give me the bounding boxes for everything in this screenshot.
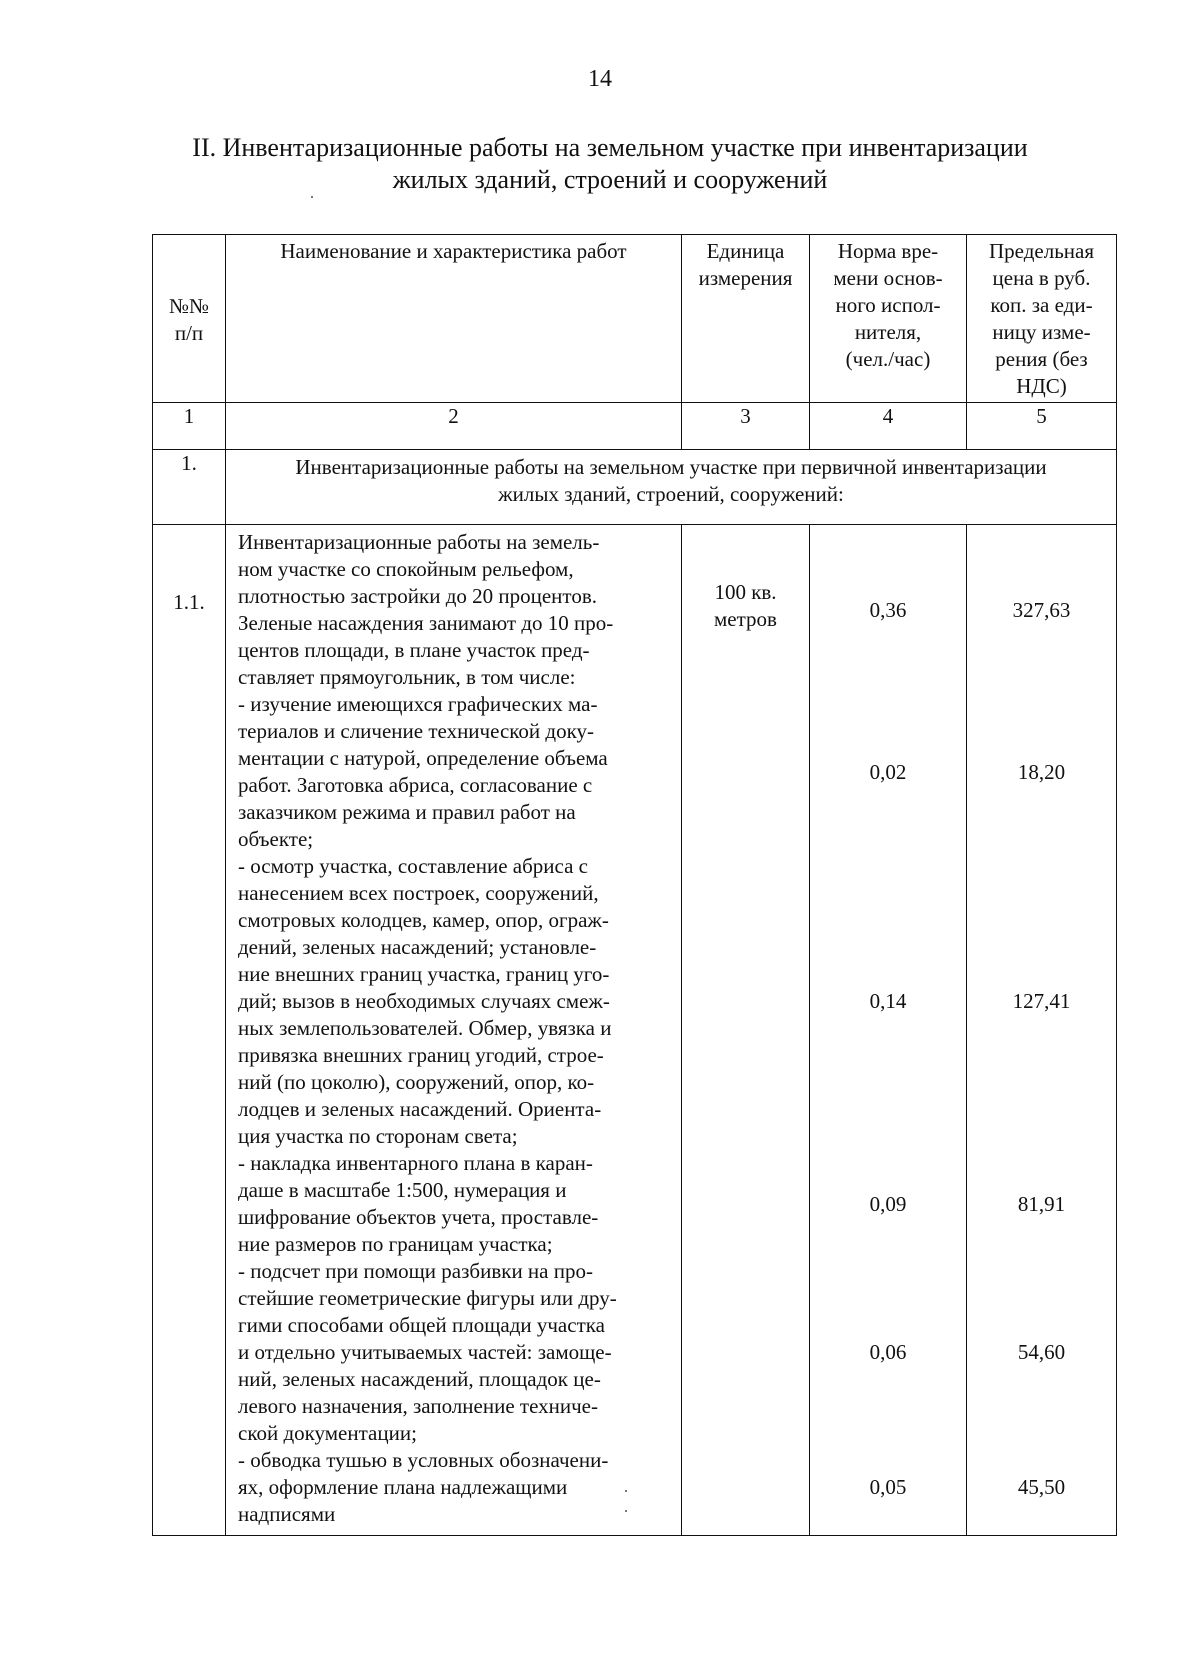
price-value: 18,20 bbox=[1017, 759, 1066, 784]
header-line: рения (без bbox=[995, 347, 1088, 371]
header-line: коп. за еди- bbox=[990, 293, 1093, 317]
header-price bbox=[967, 235, 1117, 403]
item-number: 1.1. bbox=[173, 590, 205, 614]
section-number: 1. bbox=[153, 450, 226, 525]
description-line: - обводка тушью в условных обозначени- bbox=[238, 1448, 609, 1472]
section-heading-line: Инвентаризационные работы на земельном участке при первичной инвентаризации bbox=[295, 455, 1047, 479]
description-line: объекте; bbox=[238, 827, 314, 851]
table-row bbox=[153, 525, 1117, 1536]
page-number: 14 bbox=[588, 66, 612, 92]
item-unit-cell bbox=[682, 525, 810, 1536]
header-line: нителя, bbox=[854, 320, 922, 344]
description-line: - осмотр участка, составление абриса с bbox=[238, 854, 588, 878]
column-number: 4 bbox=[810, 403, 967, 450]
section-title-line-2: жилых зданий, строений и сооружений bbox=[392, 165, 828, 194]
price-value: 127,41 bbox=[1012, 989, 1071, 1013]
header-line: цена в руб. bbox=[992, 266, 1091, 290]
description-line: ных землепользователей. Обмер, увязка и bbox=[238, 1016, 612, 1040]
scan-speck bbox=[625, 1510, 627, 1512]
description-line: надписями bbox=[238, 1502, 336, 1526]
table-header-row bbox=[153, 235, 1117, 403]
description-line: гими способами общей площади участка bbox=[238, 1313, 605, 1337]
header-line: мени основ- bbox=[833, 266, 943, 290]
column-number: 1 bbox=[153, 403, 226, 450]
item-norm-cell bbox=[810, 525, 967, 1536]
section-title bbox=[150, 132, 1070, 196]
description-line: центов площади, в плане участок пред- bbox=[238, 638, 590, 662]
item-description-cell bbox=[226, 525, 682, 1536]
description-line: - изучение имеющихся графических ма- bbox=[238, 692, 598, 716]
description-line: левого назначения, заполнение техниче- bbox=[238, 1394, 598, 1418]
column-number: 5 bbox=[967, 403, 1117, 450]
header-number bbox=[153, 235, 226, 403]
price-value: 81,91 bbox=[1017, 1191, 1066, 1216]
description-line: шифрование объектов учета, проставле- bbox=[238, 1205, 599, 1229]
description-line: и отдельно учитываемых частей: замоще- bbox=[238, 1340, 612, 1364]
item-unit bbox=[682, 579, 809, 633]
item-description bbox=[226, 525, 681, 1528]
description-line: - накладка инвентарного плана в каран- bbox=[238, 1151, 593, 1175]
section-row bbox=[153, 450, 1117, 525]
description-line: плотностью застройки до 20 процентов. bbox=[238, 584, 597, 608]
description-line: смотровых колодцев, камер, опор, ограж- bbox=[238, 908, 609, 932]
norm-value: 0,09 bbox=[869, 1191, 907, 1216]
description-line: ментации с натурой, определение объема bbox=[238, 746, 608, 770]
description-line: нанесением всех построек, сооружений, bbox=[238, 881, 599, 905]
rates-table bbox=[152, 234, 1117, 1536]
scan-speck bbox=[311, 196, 313, 198]
column-number: 2 bbox=[226, 403, 682, 450]
description-line: ний (по цоколю), сооружений, опор, ко- bbox=[238, 1070, 595, 1094]
item-unit-line: 100 кв. bbox=[714, 580, 777, 604]
description-line: дий; вызов в необходимых случаях смеж- bbox=[238, 989, 610, 1013]
item-price-cell bbox=[967, 525, 1117, 1536]
description-line: - подсчет при помощи разбивки на про- bbox=[238, 1259, 593, 1283]
norm-value: 0,14 bbox=[869, 989, 907, 1013]
item-number-cell bbox=[153, 525, 226, 1536]
description-line: Инвентаризационные работы на земель- bbox=[238, 530, 600, 554]
section-title-line-1: II. Инвентаризационные работы на земельном участке при инвентаризации bbox=[192, 133, 1028, 162]
item-unit-line: метров bbox=[714, 607, 777, 631]
header-line: п/п bbox=[174, 321, 204, 345]
header-norm bbox=[810, 235, 967, 403]
description-line: ставляет прямоугольник, в том числе: bbox=[238, 665, 576, 689]
price-value: 45,50 bbox=[1017, 1475, 1066, 1499]
header-line: Наименование и характеристика работ bbox=[280, 239, 627, 263]
description-line: заказчиком режима и правил работ на bbox=[238, 800, 576, 824]
header-line: измерения bbox=[698, 266, 793, 290]
header-line: (чел./час) bbox=[845, 347, 931, 371]
section-heading bbox=[226, 450, 1117, 525]
description-line: дений, зеленых насаждений; установле- bbox=[238, 935, 597, 959]
header-line: ницу изме- bbox=[992, 320, 1091, 344]
header-line: ного испол- bbox=[835, 293, 941, 317]
description-line: работ. Заготовка абриса, согласование с bbox=[238, 773, 593, 797]
price-value: 327,63 bbox=[1012, 597, 1071, 622]
description-line: ние размеров по границам участка; bbox=[238, 1232, 553, 1256]
norm-value: 0,02 bbox=[869, 759, 907, 784]
header-name bbox=[226, 235, 682, 403]
header-line: №№ bbox=[168, 294, 210, 318]
description-line: Зеленые насаждения занимают до 10 про- bbox=[238, 611, 614, 635]
section-heading-line: жилых зданий, строений, сооружений: bbox=[498, 482, 844, 506]
description-line: ях, оформление плана надлежащими bbox=[238, 1475, 568, 1499]
description-line: лодцев и зеленых насаждений. Ориента- bbox=[238, 1097, 602, 1121]
description-line: ция участка по сторонам света; bbox=[238, 1124, 518, 1148]
header-line: Норма вре- bbox=[837, 239, 939, 263]
header-line: Единица bbox=[706, 239, 785, 263]
norm-value: 0,05 bbox=[869, 1475, 907, 1499]
price-value: 54,60 bbox=[1017, 1340, 1066, 1364]
description-line: привязка внешних границ угодий, строе- bbox=[238, 1043, 604, 1067]
norm-value: 0,06 bbox=[869, 1340, 907, 1364]
description-line: даше в масштабе 1:500, нумерация и bbox=[238, 1178, 567, 1202]
description-line: териалов и сличение технической доку- bbox=[238, 719, 594, 743]
header-unit bbox=[682, 235, 810, 403]
column-number: 3 bbox=[682, 403, 810, 450]
scan-speck bbox=[625, 1490, 627, 1492]
description-line: стейшие геометрические фигуры или дру- bbox=[238, 1286, 617, 1310]
column-number-row bbox=[153, 403, 1117, 450]
norm-value: 0,36 bbox=[869, 597, 907, 622]
description-line: ном участке со спокойным рельефом, bbox=[238, 557, 574, 581]
description-line: ской документации; bbox=[238, 1421, 417, 1445]
header-line: Предельная bbox=[989, 239, 1094, 263]
description-line: ние внешних границ участка, границ уго- bbox=[238, 962, 610, 986]
description-line: ний, зеленых насаждений, площадок це- bbox=[238, 1367, 601, 1391]
header-line: НДС) bbox=[1016, 374, 1067, 398]
